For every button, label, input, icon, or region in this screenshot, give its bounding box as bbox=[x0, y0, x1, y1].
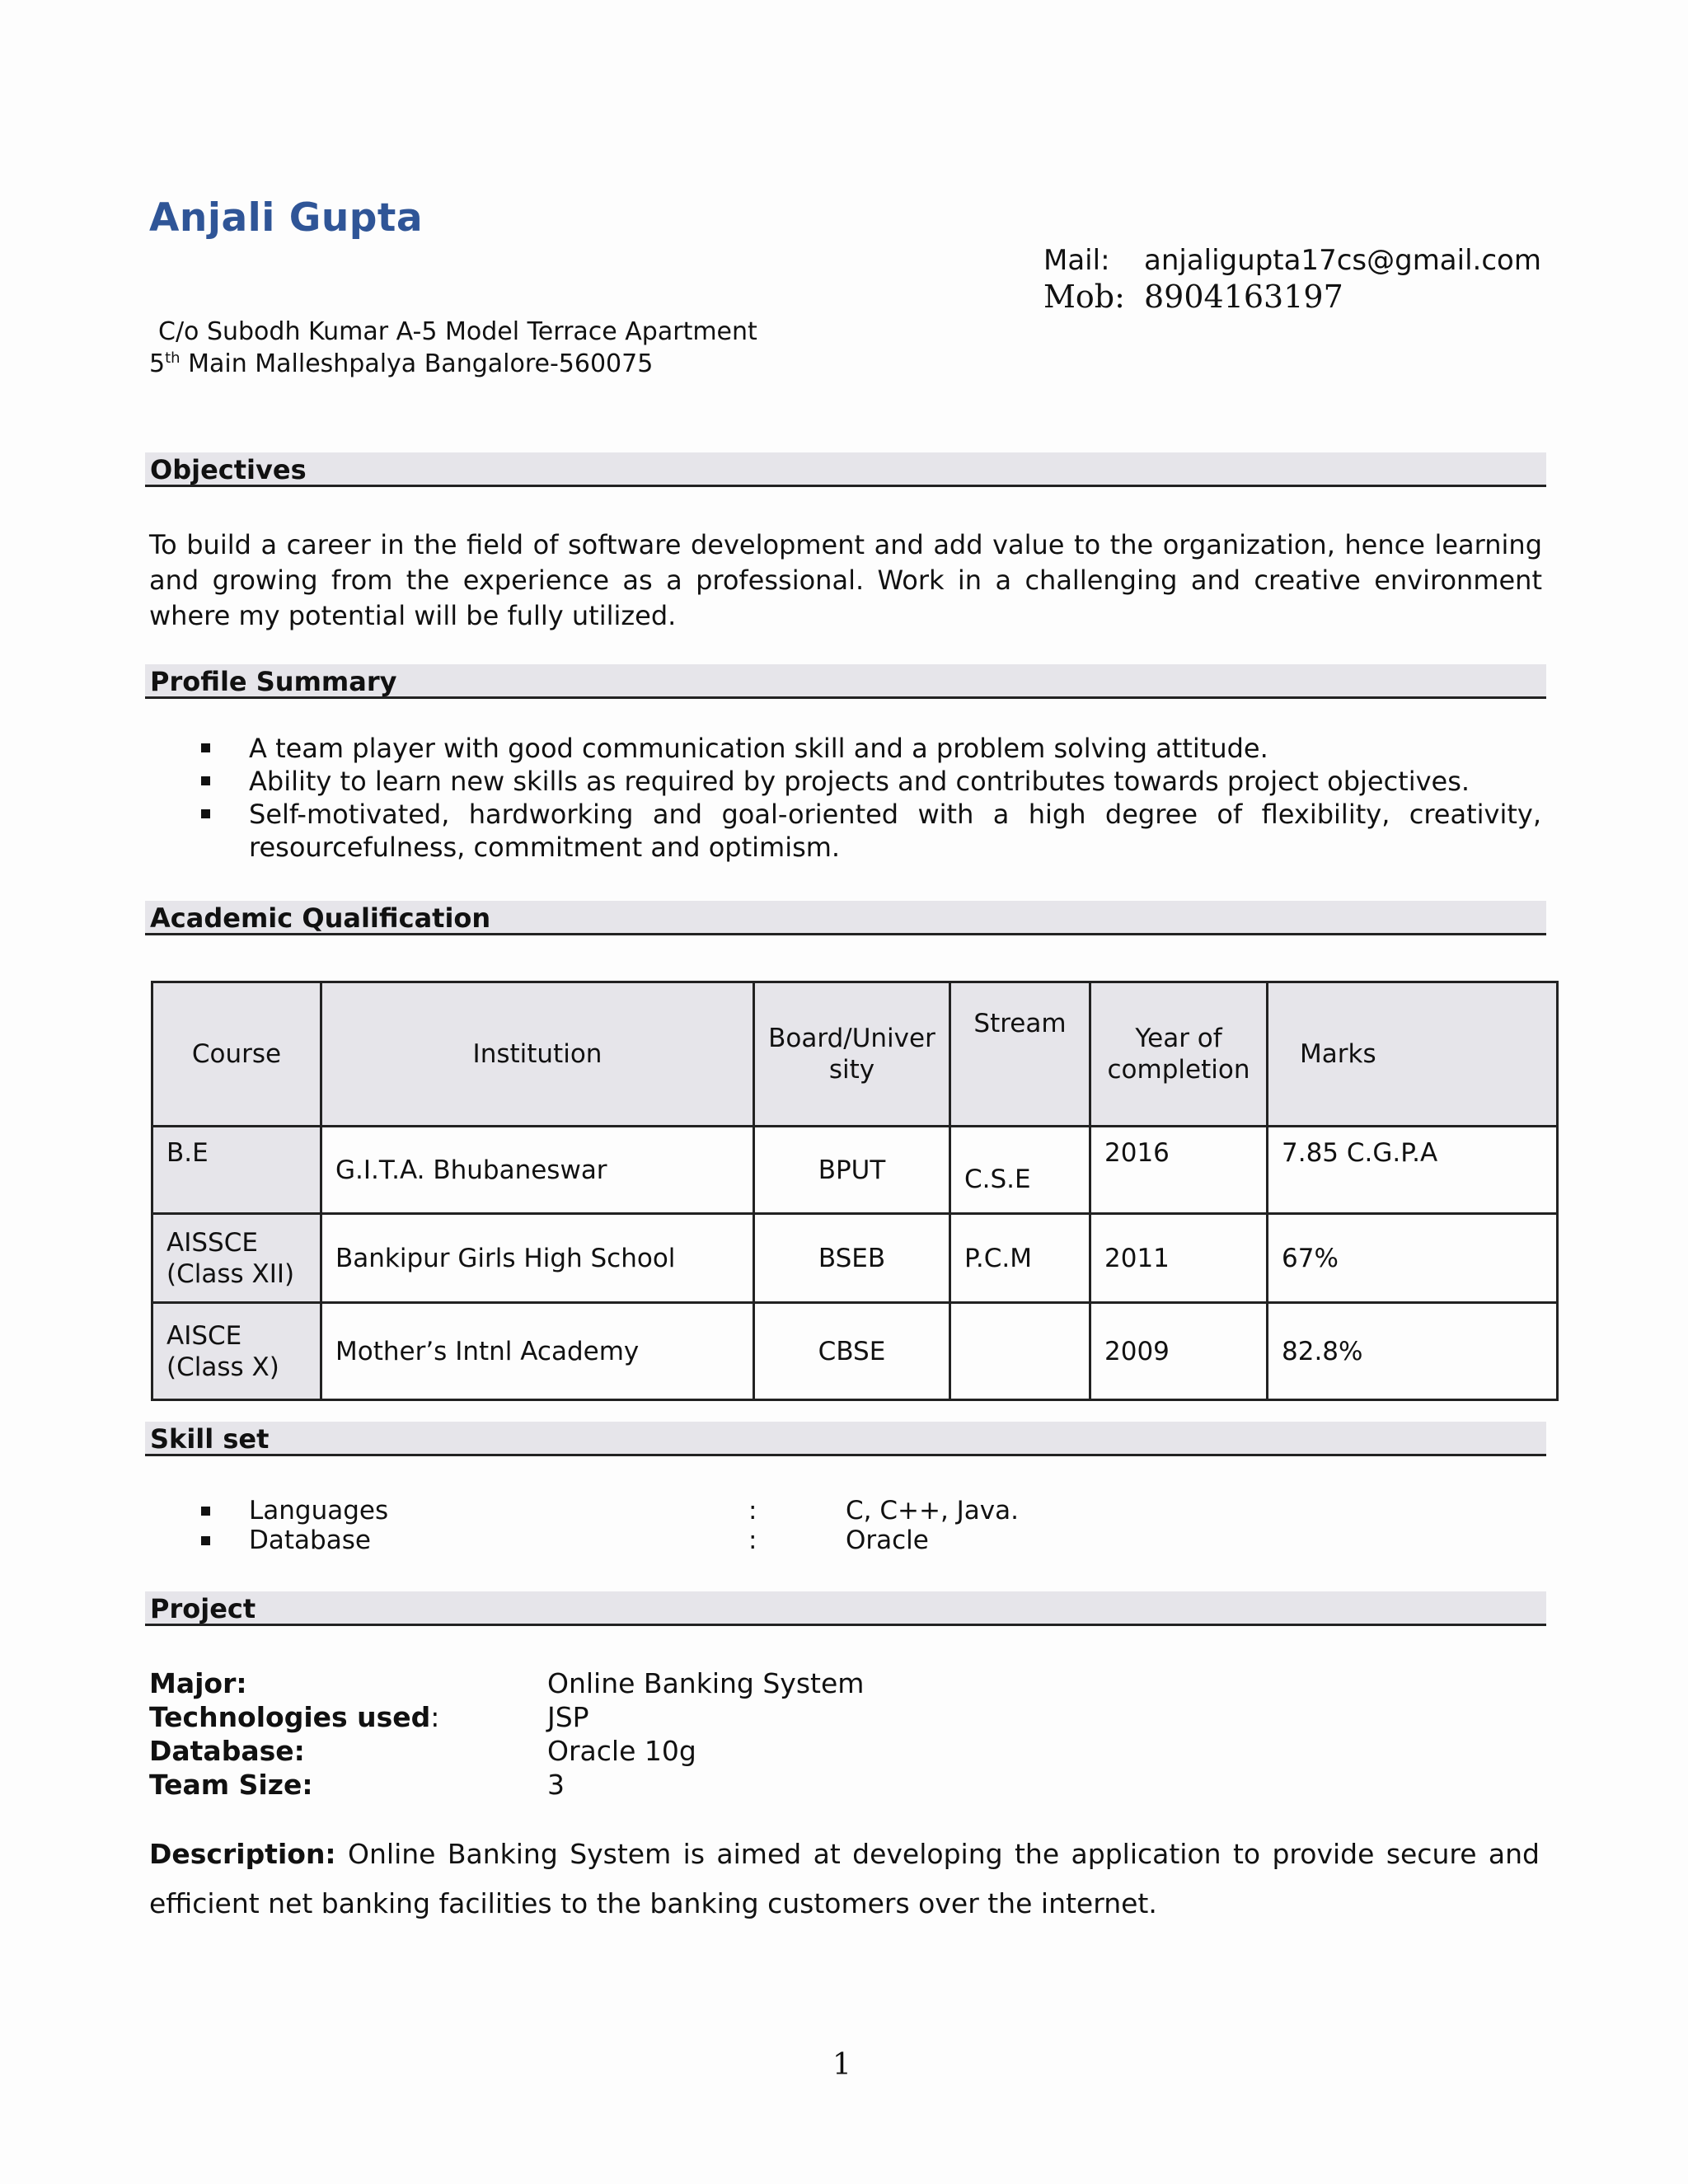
address-rest: Main Malleshpalya Bangalore-560075 bbox=[180, 349, 654, 378]
header-marks: Marks bbox=[1268, 982, 1558, 1127]
project-value: Online Banking System bbox=[547, 1667, 865, 1699]
cell-marks: 67% bbox=[1268, 1214, 1558, 1303]
cell-institution: Bankipur Girls High School bbox=[321, 1214, 754, 1303]
project-row bbox=[149, 1768, 864, 1802]
table-row bbox=[152, 1214, 1558, 1303]
address-number: 5 bbox=[149, 349, 166, 378]
table-row bbox=[152, 1127, 1558, 1214]
section-project: Project bbox=[145, 1591, 1546, 1626]
cell-stream bbox=[950, 1303, 1090, 1400]
cell-board: BPUT bbox=[754, 1127, 950, 1214]
skill-value: C, C++, Java. bbox=[846, 1496, 1019, 1526]
cell-board: BSEB bbox=[754, 1214, 950, 1303]
project-key-text: Technologies used bbox=[149, 1701, 431, 1733]
cell-course: AISSCE (Class XII) bbox=[152, 1214, 321, 1303]
profile-item: Self-motivated, hardworking and goal-oriented with a high degree of flexibility, creativity, resourcefulness, commitment and optimism. bbox=[198, 798, 1541, 864]
address-line-2 bbox=[149, 349, 653, 378]
header-board: Board/Univer sity bbox=[754, 982, 950, 1127]
section-objectives: Objectives bbox=[145, 452, 1546, 487]
cell-year: 2016 bbox=[1090, 1127, 1268, 1214]
mail-label: Mail: bbox=[1043, 244, 1110, 277]
skill-row bbox=[198, 1496, 1019, 1526]
project-row bbox=[149, 1734, 864, 1768]
profile-list bbox=[198, 732, 1541, 864]
mail-address: anjaligupta17cs@gmail.com bbox=[1144, 244, 1541, 277]
project-key-colon: : bbox=[430, 1701, 440, 1733]
description-text: Online Banking System is aimed at developing the application to provide secure and efficient net banking facilities to the banking customers over the internet. bbox=[149, 1838, 1540, 1919]
project-key bbox=[149, 1666, 547, 1700]
section-skill-set: Skill set bbox=[145, 1422, 1546, 1456]
skill-value: Oracle bbox=[846, 1526, 929, 1555]
project-key bbox=[149, 1768, 547, 1802]
skill-key: Database bbox=[249, 1526, 371, 1555]
cell-year: 2011 bbox=[1090, 1214, 1268, 1303]
skill-separator: : bbox=[748, 1496, 757, 1526]
header-course: Course bbox=[152, 982, 321, 1127]
header-year: Year of completion bbox=[1090, 982, 1268, 1127]
skill-row bbox=[198, 1526, 1019, 1555]
project-description bbox=[149, 1830, 1540, 1929]
mail-line bbox=[1043, 244, 1541, 277]
page-number: 1 bbox=[832, 2048, 851, 2082]
project-details bbox=[149, 1666, 864, 1802]
skill-key: Languages bbox=[249, 1496, 389, 1526]
cell-stream: P.C.M bbox=[950, 1214, 1090, 1303]
skills-list bbox=[198, 1496, 1019, 1555]
cell-marks: 7.85 C.G.P.A bbox=[1268, 1127, 1558, 1214]
table-header-row bbox=[152, 982, 1558, 1127]
section-profile-summary: Profile Summary bbox=[145, 664, 1546, 699]
cell-year: 2009 bbox=[1090, 1303, 1268, 1400]
candidate-name: Anjali Gupta bbox=[149, 195, 424, 241]
project-value: 3 bbox=[547, 1769, 565, 1801]
project-key-text: Team Size: bbox=[149, 1769, 313, 1801]
skill-separator: : bbox=[748, 1526, 757, 1555]
project-key bbox=[149, 1700, 547, 1734]
project-key bbox=[149, 1734, 547, 1768]
header-stream: Stream bbox=[950, 982, 1090, 1127]
section-academic-qualification: Academic Qualification bbox=[145, 901, 1546, 935]
project-row bbox=[149, 1700, 864, 1734]
project-value: JSP bbox=[547, 1701, 589, 1733]
cell-institution: Mother’s Intnl Academy bbox=[321, 1303, 754, 1400]
profile-item: Ability to learn new skills as required by projects and contributes towards project objectives. bbox=[198, 765, 1541, 798]
project-row bbox=[149, 1666, 864, 1700]
cell-marks: 82.8% bbox=[1268, 1303, 1558, 1400]
project-key-text: Major: bbox=[149, 1667, 247, 1699]
project-value: Oracle 10g bbox=[547, 1735, 696, 1767]
cell-stream: C.S.E bbox=[950, 1127, 1090, 1214]
project-key-text: Database: bbox=[149, 1735, 305, 1767]
academic-table bbox=[151, 981, 1559, 1401]
profile-item: A team player with good communication skill and a problem solving attitude. bbox=[198, 732, 1541, 765]
description-label: Description: bbox=[149, 1838, 336, 1870]
address-line-1: C/o Subodh Kumar A-5 Model Terrace Apartment bbox=[158, 317, 757, 346]
mobile-number: 8904163197 bbox=[1144, 279, 1343, 315]
objectives-text: To build a career in the field of software development and add value to the organization, hence learning and growing from the experience as a professional. Work in a challenging and creative environment where my potential will be fully utilized. bbox=[149, 529, 1542, 631]
table-row bbox=[152, 1303, 1558, 1400]
address-ordinal: th bbox=[165, 349, 181, 367]
cell-course: AISCE (Class X) bbox=[152, 1303, 321, 1400]
mobile-line bbox=[1043, 279, 1343, 315]
cell-institution: G.I.T.A. Bhubaneswar bbox=[321, 1127, 754, 1214]
header-institution: Institution bbox=[321, 982, 754, 1127]
cell-board: CBSE bbox=[754, 1303, 950, 1400]
mobile-label: Mob: bbox=[1043, 279, 1125, 315]
cell-course: B.E bbox=[152, 1127, 321, 1214]
